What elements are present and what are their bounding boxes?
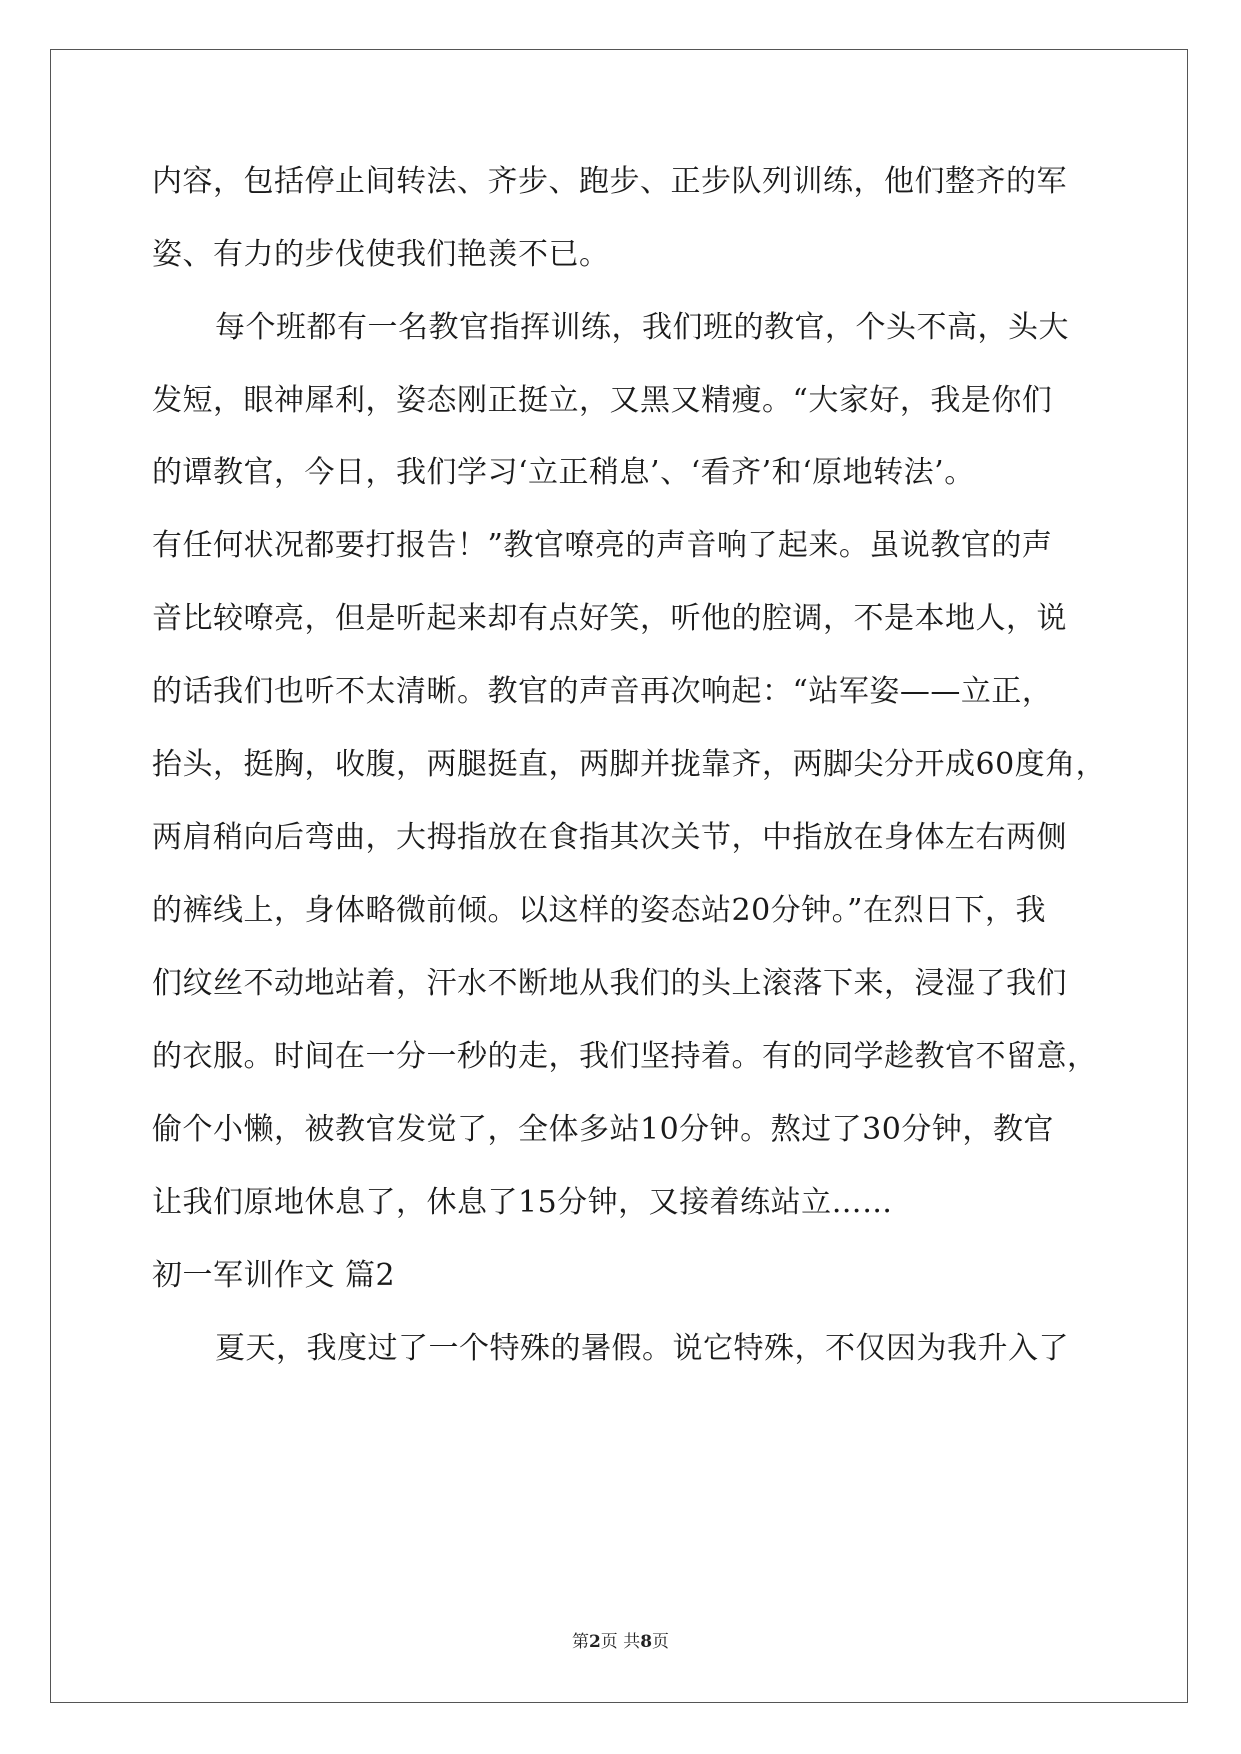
paragraph-line: 夏天，我度过了一个特殊的暑假。说它特殊，不仅因为我升入了 bbox=[215, 1331, 1069, 1366]
paragraph-line: 的谭教官，今日，我们学习‘立正稍息’、‘看齐’和‘原地转法’。 bbox=[152, 455, 975, 490]
page-border bbox=[50, 49, 1188, 1703]
total-pages-number: 8 bbox=[640, 1632, 653, 1652]
paragraph-line: 内容，包括停止间转法、齐步、跑步、正步队列训练，他们整齐的军 bbox=[152, 164, 1067, 199]
paragraph-line: 每个班都有一名教官指挥训练，我们班的教官，个头不高，头大 bbox=[215, 310, 1069, 345]
paragraph-line: 的衣服。时间在一分一秒的走，我们坚持着。有的同学趁教官不留意， bbox=[152, 1039, 1098, 1074]
paragraph-line: 让我们原地休息了，休息了15分钟，又接着练站立…… bbox=[152, 1185, 893, 1220]
paragraph-line: 两肩稍向后弯曲，大拇指放在食指其次关节，中指放在身体左右两侧 bbox=[152, 820, 1067, 855]
paragraph-line: 们纹丝不动地站着，汗水不断地从我们的头上滚落下来，浸湿了我们 bbox=[152, 966, 1067, 1001]
footer-prefix: 第 bbox=[571, 1632, 589, 1652]
paragraph-line: 音比较嘹亮，但是听起来却有点好笑，听他的腔调，不是本地人，说 bbox=[152, 601, 1067, 636]
footer-suffix: 页 bbox=[652, 1632, 670, 1652]
paragraph-line: 的话我们也听不太清晰。教官的声音再次响起：“站军姿——立正， bbox=[152, 674, 1053, 709]
paragraph-line: 抬头，挺胸，收腹，两腿挺直，两脚并拢靠齐，两脚尖分开成60度角， bbox=[152, 747, 1107, 782]
current-page-number: 2 bbox=[588, 1632, 601, 1652]
paragraph-line: 的裤线上，身体略微前倾。以这样的姿态站20分钟。”在烈日下，我 bbox=[152, 893, 1047, 928]
paragraph-line: 偷个小懒，被教官发觉了，全体多站10分钟。熬过了30分钟，教官 bbox=[152, 1112, 1054, 1147]
footer-middle: 页 共 bbox=[600, 1632, 641, 1652]
paragraph-line: 姿、有力的步伐使我们艳羡不已。 bbox=[152, 237, 610, 272]
paragraph-line: 发短，眼神犀利，姿态刚正挺立，又黑又精瘦。“大家好，我是你们 bbox=[152, 383, 1053, 418]
page-footer bbox=[0, 1630, 1241, 1654]
paragraph-line: 有任何状况都要打报告！”教官嘹亮的声音响了起来。虽说教官的声 bbox=[152, 528, 1053, 563]
section-heading: 初一军训作文 篇2 bbox=[152, 1258, 396, 1293]
